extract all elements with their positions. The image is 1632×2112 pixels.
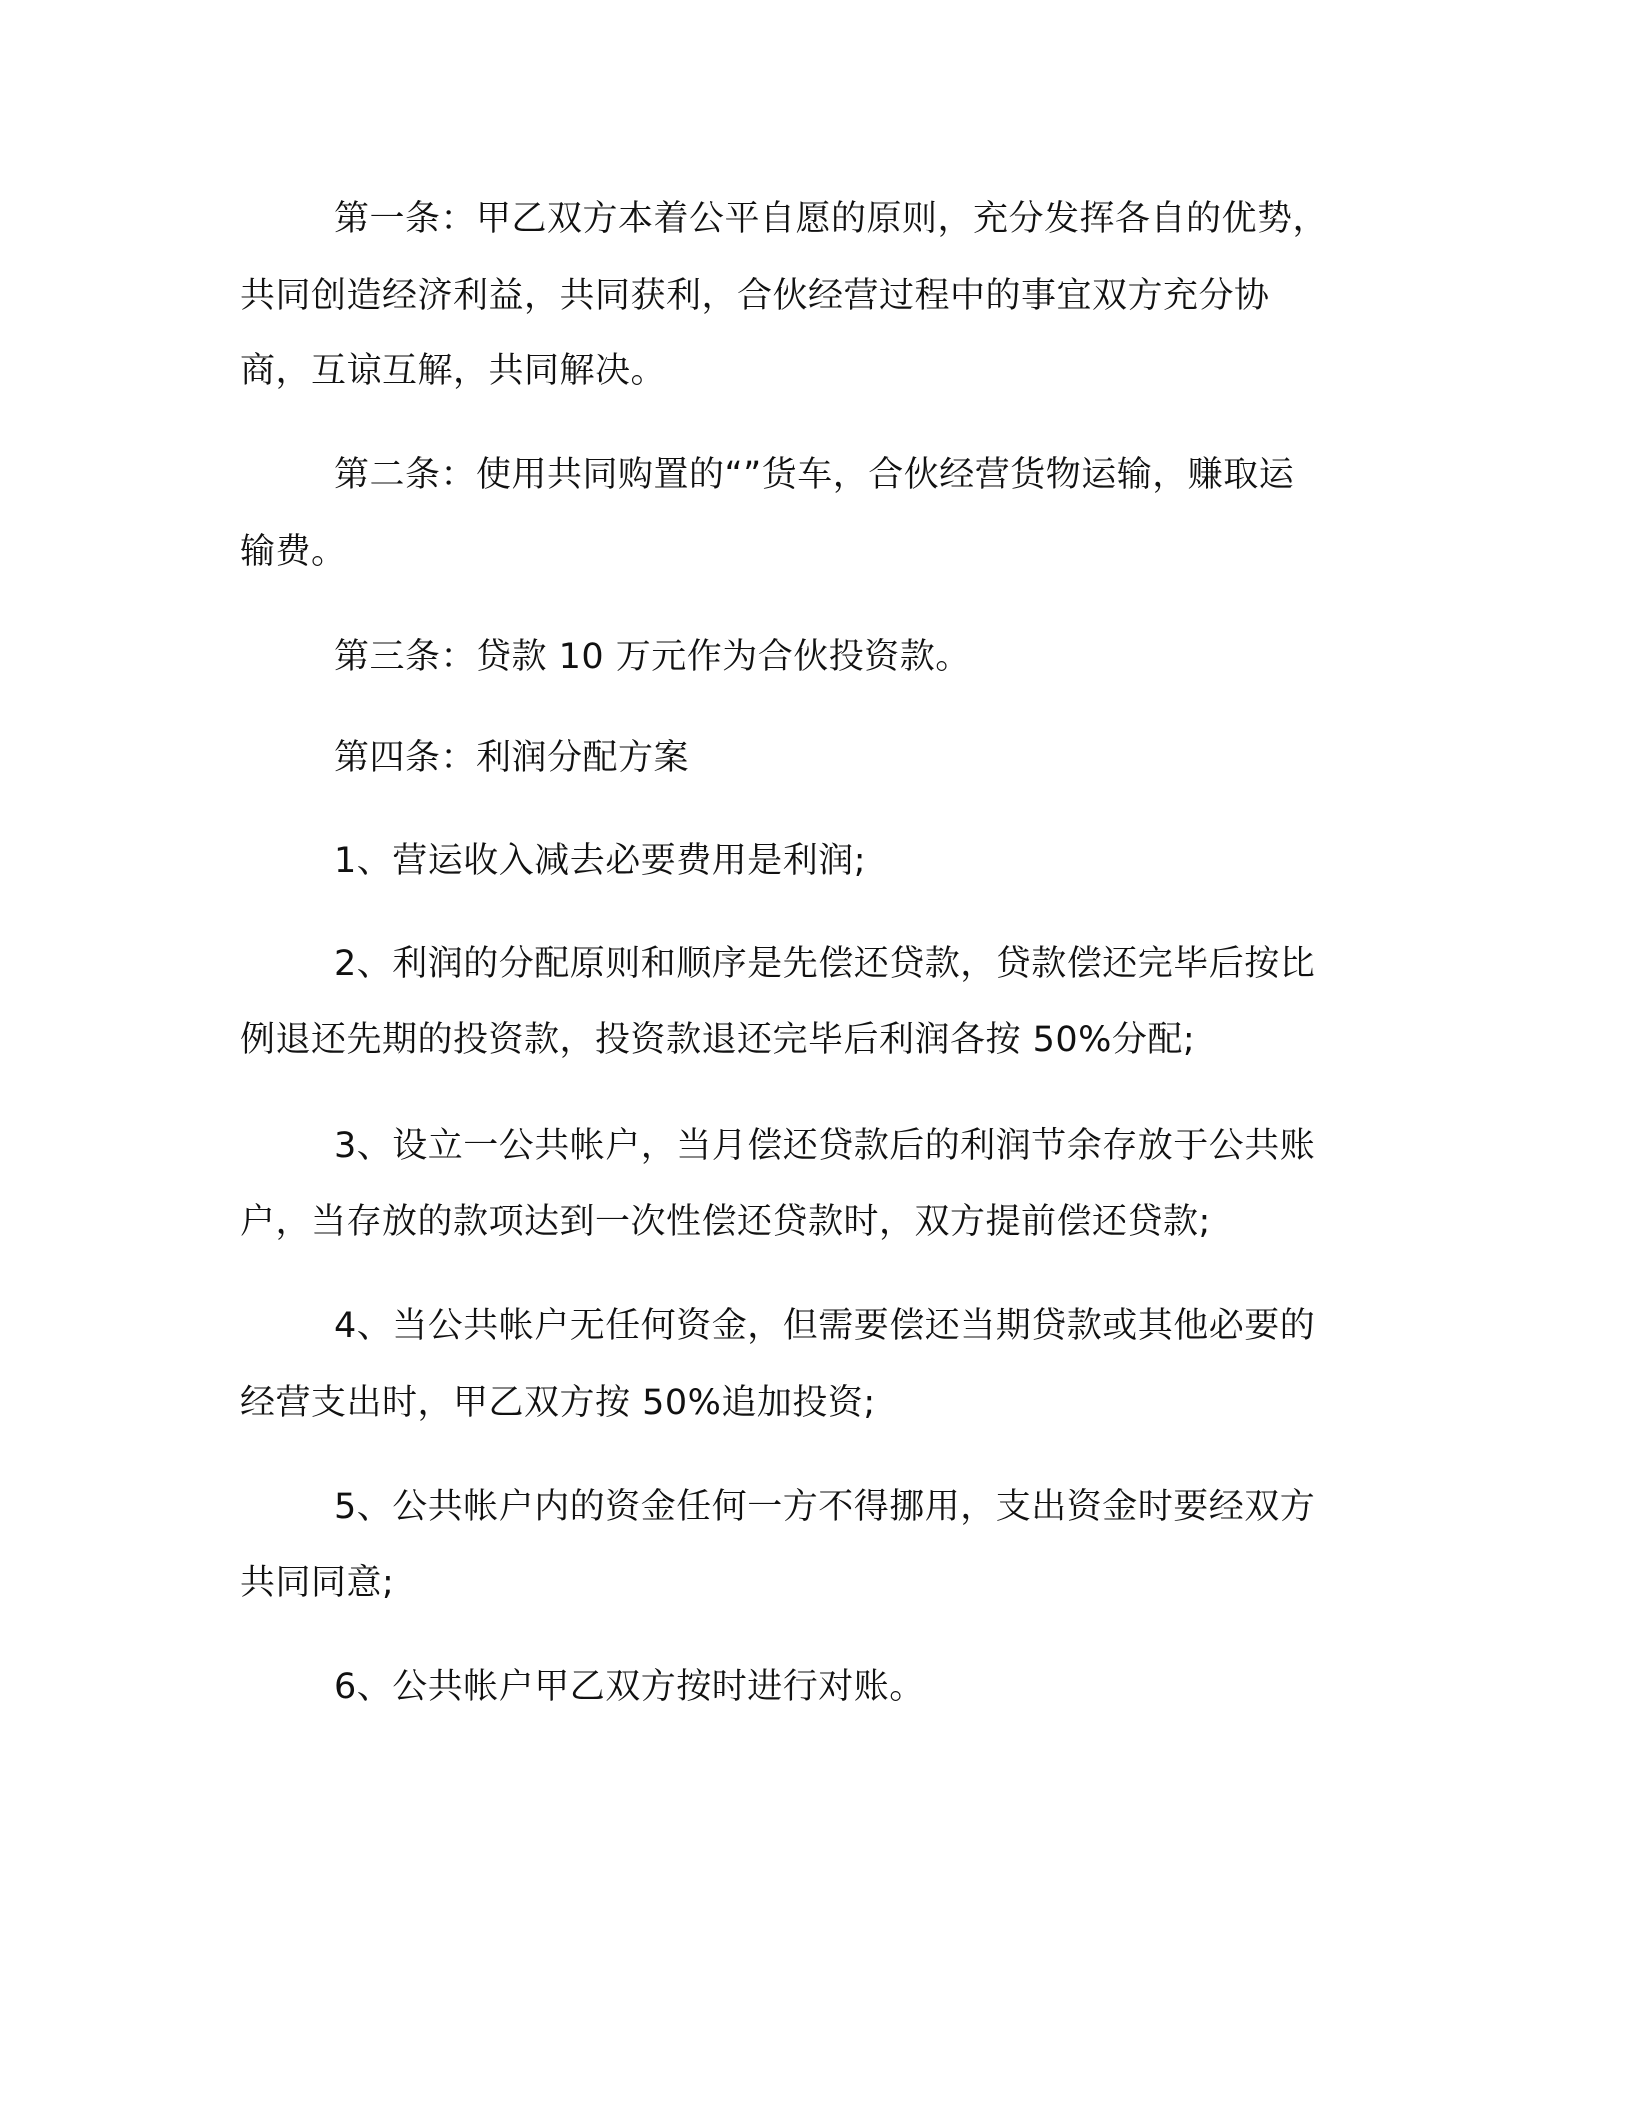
article-2-line-2: 输费。 [240,532,347,572]
article-4-heading: 第四条：利润分配方案 [334,738,690,778]
item-4-line-2: 经营支出时，甲乙双方按 50%追加投资; [240,1383,876,1423]
item-3-line-2: 户，当存放的款项达到一次性偿还贷款时，双方提前偿还贷款; [240,1202,1211,1242]
article-3-line-1: 第三条：贷款 10 万元作为合伙投资款。 [334,637,971,677]
article-1-line-3: 商，互谅互解，共同解决。 [240,351,667,391]
article-1-line-1: 第一条：甲乙双方本着公平自愿的原则，充分发挥各自的优势， [334,199,1329,239]
article-1-line-2: 共同创造经济利益，共同获利，合伙经营过程中的事宜双方充分协 [240,276,1270,316]
article-2-line-1: 第二条：使用共同购置的“”货车，合伙经营货物运输，赚取运 [334,455,1295,495]
item-3-line-1: 3、设立一公共帐户，当月偿还贷款后的利润节余存放于公共账 [334,1126,1316,1166]
item-5-line-1: 5、公共帐户内的资金任何一方不得挪用，支出资金时要经双方 [334,1487,1316,1527]
item-1-line-1: 1、营运收入减去必要费用是利润; [334,841,867,881]
item-2-line-1: 2、利润的分配原则和顺序是先偿还贷款，贷款偿还完毕后按比 [334,944,1316,984]
item-4-line-1: 4、当公共帐户无任何资金，但需要偿还当期贷款或其他必要的 [334,1306,1316,1346]
item-6-line-1: 6、公共帐户甲乙双方按时进行对账。 [334,1667,925,1707]
item-2-line-2: 例退还先期的投资款，投资款退还完毕后利润各按 50%分配; [240,1020,1196,1060]
item-5-line-2: 共同同意; [240,1563,395,1603]
